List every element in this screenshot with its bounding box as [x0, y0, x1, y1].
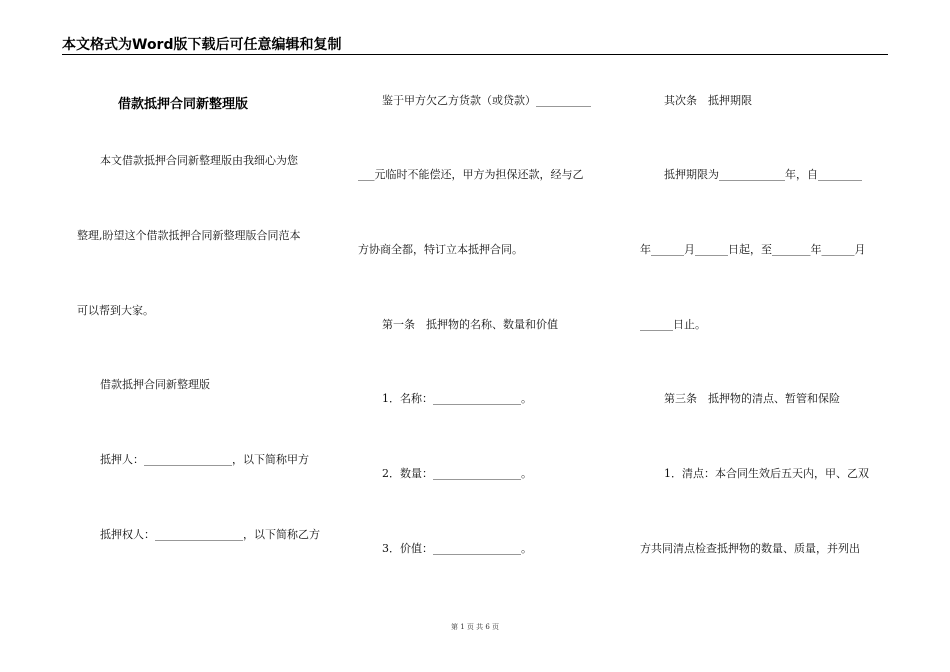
- col2-line-6: 2．数量：________________。: [382, 467, 532, 480]
- col2-line-1: 鉴于甲方欠乙方货款（或贷款）__________: [382, 94, 591, 107]
- col1-line-3: 可以帮到大家。: [77, 304, 154, 317]
- header-title: 本文格式为Word版下载后可任意编辑和复制: [62, 37, 342, 53]
- header-rule: [62, 54, 888, 55]
- col3-line-7: 方共同清点检查抵押物的数量、质量，并列出: [640, 542, 860, 555]
- col3-line-5: 第三条 抵押物的清点、暂管和保险: [664, 392, 840, 405]
- col2-line-4: 第一条 抵押物的名称、数量和价值: [382, 318, 558, 331]
- col3-line-3: 年______月______日起，至_______年______月: [640, 243, 866, 256]
- col2-line-3: 方协商全都，特订立本抵押合同。: [358, 243, 523, 256]
- col3-line-4: ______日止。: [640, 318, 706, 331]
- col3-line-6: 1．清点：本合同生效后五天内，甲、乙双: [664, 467, 869, 480]
- col2-line-5: 1．名称：________________。: [382, 392, 532, 405]
- col1-line-6: 抵押权人：________________，以下简称乙方: [100, 528, 320, 541]
- col1-line-5: 抵押人：________________，以下简称甲方: [100, 453, 309, 466]
- col3-line-2: 抵押期限为____________年，自________: [664, 168, 862, 181]
- col3-line-1: 其次条 抵押期限: [664, 94, 752, 107]
- col1-line-1: 本文借款抵押合同新整理版由我细心为您: [100, 154, 298, 167]
- document-title: 借款抵押合同新整理版: [118, 97, 249, 112]
- col1-line-4: 借款抵押合同新整理版: [100, 378, 210, 391]
- col2-line-2: ___元临时不能偿还，甲方为担保还款，经与乙: [358, 168, 584, 181]
- col2-line-7: 3．价值：________________。: [382, 542, 532, 555]
- page-number: 第 1 页 共 6 页: [450, 623, 500, 631]
- col1-line-2: 整理,盼望这个借款抵押合同新整理版合同范本: [77, 229, 301, 242]
